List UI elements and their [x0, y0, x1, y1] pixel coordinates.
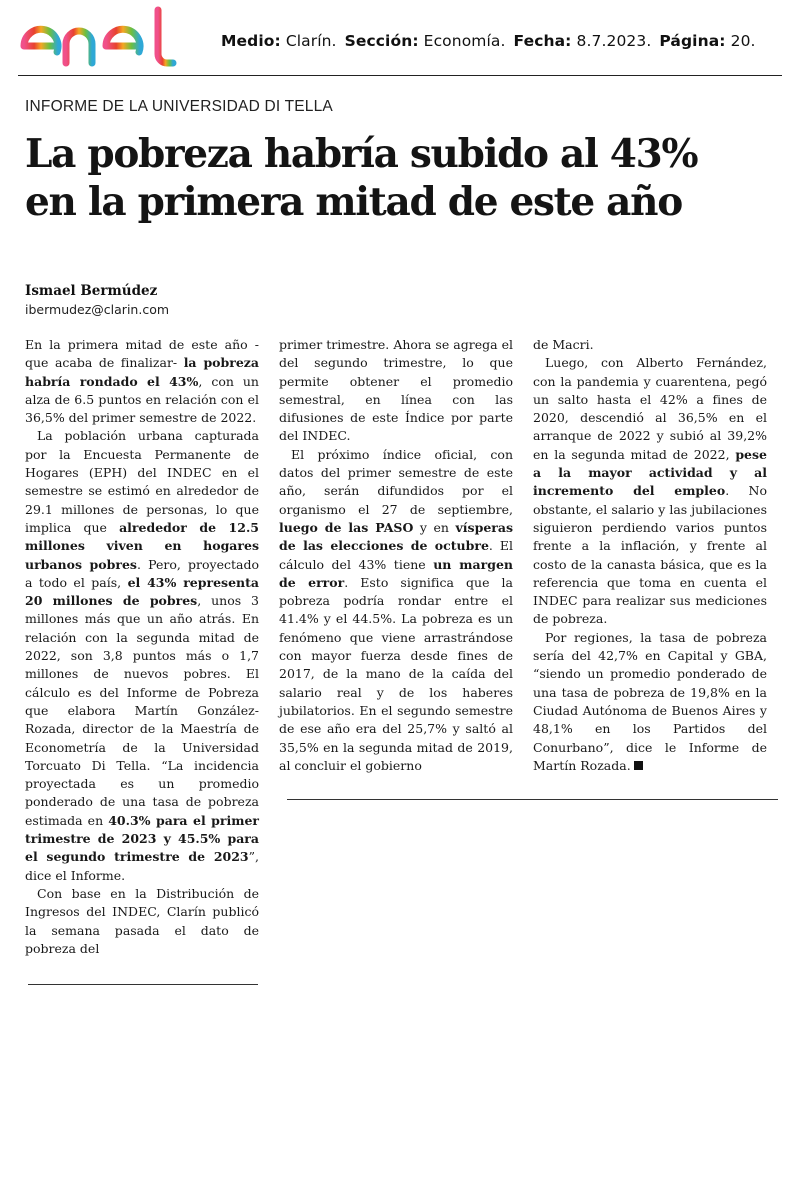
article-column-2 — [279, 336, 513, 775]
clipping-header — [18, 6, 782, 72]
column-end-rule — [28, 984, 258, 985]
clipping-meta — [221, 32, 756, 50]
fecha-label: Fecha: — [513, 32, 572, 50]
medio-value: Clarín. — [285, 32, 337, 50]
article-column-3 — [533, 336, 767, 775]
seccion-label: Sección: — [344, 32, 419, 50]
pagina-value: 20. — [730, 32, 756, 50]
medio-label: Medio: — [221, 32, 281, 50]
headline-line-2: en la primera mitad de este año — [25, 179, 682, 225]
headline — [25, 130, 785, 226]
kicker: INFORME DE LA UNIVERSIDAD DI TELLA — [25, 98, 333, 115]
headline-line-1: La pobreza habría subido al 43% — [25, 131, 698, 177]
author-email: ibermudez@clarin.com — [25, 302, 170, 317]
paragraph-4-continued: de Macri. — [533, 337, 594, 352]
paragraph-5: Luego, con Alberto Fernández, con la pandemia y cuarentena, pegó un salto hasta el 42% a fines de 2020, descendió al 36,5% en el arranque de 2022 y subió al 39,2% en la segunda mitad de 2022, pese a la mayor actividad y al incremento del empleo. No obstante, el salario y las jubilaciones siguieron perdiendo varios puntos frente a la inflación, y frente al costo de la canasta básica, que es la referencia que toma en cuenta el INDEC para realizar sus mediciones de pobreza. — [533, 355, 767, 627]
article-column-1 — [25, 336, 259, 958]
paragraph-6: Por regiones, la tasa de pobreza sería del 42,7% en Capital y GBA, “siendo un promedio ponderado de una tasa de pobreza de 19,8% en la Ciudad Autónoma de Buenos Aires y 48,1% en los Partidos del Conurbano”, dice le Informe de Martín Rozada. — [533, 629, 767, 773]
paragraph-4: El próximo índice oficial, con datos del primer semestre de este año, serán difundidos por el organismo el 27 de septiembre, luego de las PASO y en vísperas de las elecciones de octubre. El cálculo del 43% tiene un margen de error. Esto significa que la pobreza podría rondar entre el 41.4% y el 44.5%. La pobreza es un fenómeno que viene arrastrándose con mayor fuerza desde fines de 2017, de la mano de la caída del salario real y de los haberes jubilatorios. En el segundo semestre de ese año era del 25,7% y saltó al 35,5% en la segunda mitad de 2019, al concluir el gobierno — [279, 446, 514, 773]
pagina-label: Página: — [659, 32, 726, 50]
paragraph-3: Con base en la Distribución de Ingresos del INDEC, Clarín publicó la semana pasada el dato de pobreza del — [25, 885, 259, 956]
paragraph-2: La población urbana capturada por la Encuesta Permanente de Hogares (EPH) del INDEC en el semestre se estimó en alrededor de 29.1 millones de personas, lo que implica que alrededor de 12.5 millones viven en hogares urbanos pobres. Pero, proyectado a todo el país, el 43% representa 20 millones de pobres, unos 3 millones más que un año atrás. En relación con la segunda mitad de 2022, son 3,8 puntos más o 1,7 millones de nuevos pobres. El cálculo es del Informe de Pobreza que elabora Martín González-Rozada, director de la Maestría de Econometría de la Universidad Torcuato Di Tella. “La incidencia proyectada es un promedio ponderado de una tasa de pobreza estimada en 40.3% para el primer trimestre de 2023 y 45.5% para el segundo trimestre de 2023”, dice el Informe. — [25, 428, 259, 883]
author-name: Ismael Bermúdez — [25, 283, 158, 299]
end-mark-icon — [634, 761, 643, 770]
seccion-value: Economía. — [423, 32, 506, 50]
paragraph-1: En la primera mitad de este año -que acaba de finalizar- la pobreza habría rondado el 43%, con un alza de 6.5 puntos en relación con el 36,5% del primer semestre de 2022. — [25, 337, 259, 426]
paragraph-3-continued: primer trimestre. Ahora se agrega el del segundo trimestre, lo que permite obtener el promedio semestral, en línea con las difusiones de este Índice por parte del INDEC. — [279, 337, 513, 444]
column-end-rule — [287, 799, 778, 800]
enel-logo — [18, 6, 183, 68]
header-divider — [18, 75, 782, 76]
fecha-value: 8.7.2023. — [576, 32, 652, 50]
